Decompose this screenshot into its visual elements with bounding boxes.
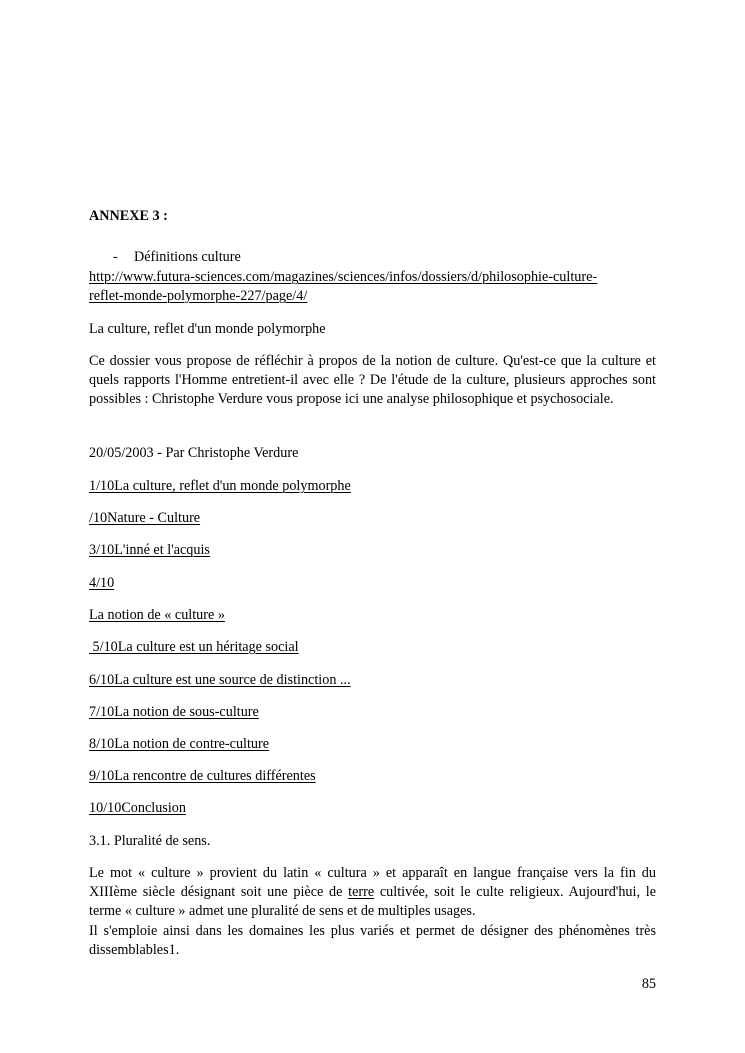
source-url-link-line2[interactable]: reflet-monde-polymorphe-227/page/4/	[89, 288, 308, 304]
bullet-definitions	[89, 248, 656, 267]
toc-item-7[interactable]: 7/10La notion de sous-culture	[89, 704, 259, 720]
source-url-link-line1[interactable]: http://www.futura-sciences.com/magazines/sciences/infos/dossiers/d/philosophie-culture-	[89, 269, 598, 285]
toc-item-2[interactable]: /10Nature - Culture	[89, 510, 201, 526]
section-paragraph-line2: Il s'emploie ainsi dans les domaines les plus variés et permet de désigner des phénomènes très dissemblables1.	[89, 922, 656, 958]
section-paragraph-continued: cultivée, soit le culte religieux. Aujourd'hui, le terme « culture » admet une pluralité de sens et de multiples usages.	[89, 884, 656, 920]
annex-title: ANNEXE 3 :	[89, 208, 168, 224]
toc-item-9[interactable]: 9/10La rencontre de cultures différentes	[89, 768, 316, 784]
toc-item-3[interactable]: 3/10L'inné et l'acquis	[89, 542, 210, 558]
page-number: 85	[641, 976, 656, 992]
toc-item-1[interactable]: 1/10La culture, reflet d'un monde polymorphe	[89, 478, 351, 494]
source-url	[89, 268, 656, 306]
toc-item-4[interactable]: 4/10	[89, 575, 115, 591]
bullet-text: Définitions culture	[134, 249, 241, 265]
toc-item-4-title[interactable]: La notion de « culture »	[89, 607, 225, 623]
section-paragraph	[89, 864, 656, 960]
section-heading: 3.1. Pluralité de sens.	[89, 833, 211, 849]
terre-link[interactable]: terre	[348, 884, 375, 901]
article-intro: Ce dossier vous propose de réfléchir à propos de la notion de culture. Qu'est-ce que la culture et quels rapports l'Homme entretient-il avec elle ? De l'étude de la culture, plusieurs approches sont possibles : Christophe Verdure vous propose ici une analyse philosophique et psychosociale.	[89, 353, 656, 408]
section-paragraph-start: Le mot « culture » provient du latin « cultura » et apparaît en langue française vers la fin du XIIIème siècle désignant soit une pièce de	[89, 865, 656, 901]
toc-item-6[interactable]: 6/10La culture est une source de distinction ...	[89, 672, 351, 688]
bullet-dash: -	[113, 249, 118, 265]
toc-item-8[interactable]: 8/10La notion de contre-culture	[89, 736, 270, 752]
document-page	[89, 0, 656, 1053]
toc-item-5[interactable]: 5/10La culture est un héritage social	[89, 639, 299, 655]
article-byline: 20/05/2003 - Par Christophe Verdure	[89, 445, 299, 461]
article-title: La culture, reflet d'un monde polymorphe	[89, 321, 326, 337]
toc-item-10[interactable]: 10/10Conclusion	[89, 800, 186, 816]
